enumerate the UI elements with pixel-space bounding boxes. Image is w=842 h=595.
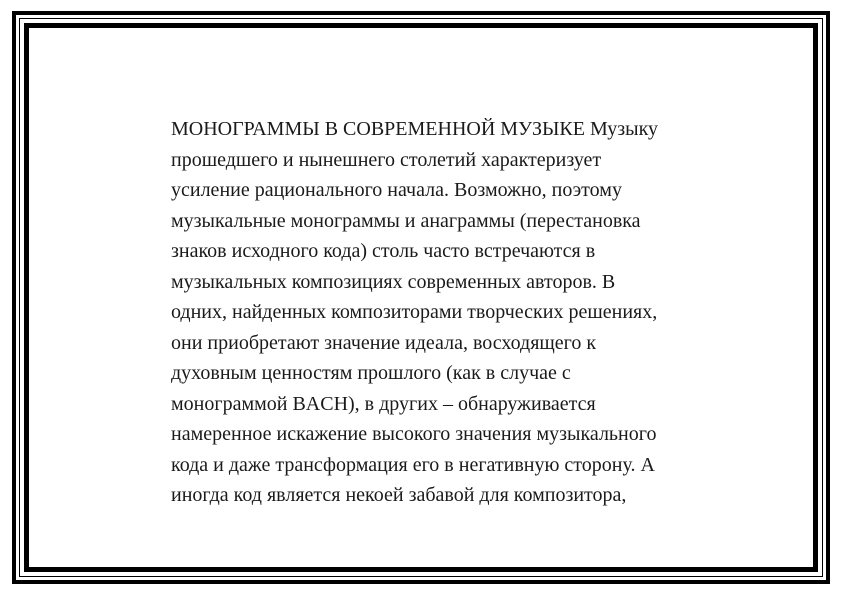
slide-body-text: МОНОГРАММЫ В СОВРЕМЕННОЙ МУЗЫКЕ Музыку прошедшего и нынешнего столетий характеризует усиление рационального начала. Возможно, поэтому музыкальные монограммы и анаграммы (перестановка знаков исходного кода) столь часто встречаются в музыкальных композициях современных авторов. В одних, найденных композиторами творческих решениях, они приобретают значение идеала, восходящего к духовным ценностям прошлого (как в случае с монограммой BACH), в других – обнаруживается намеренное искажение высокого значения музыкального кода и даже трансформация его в негативную сторону. А иногда код является некоей забавой для композитора, [171, 118, 659, 506]
